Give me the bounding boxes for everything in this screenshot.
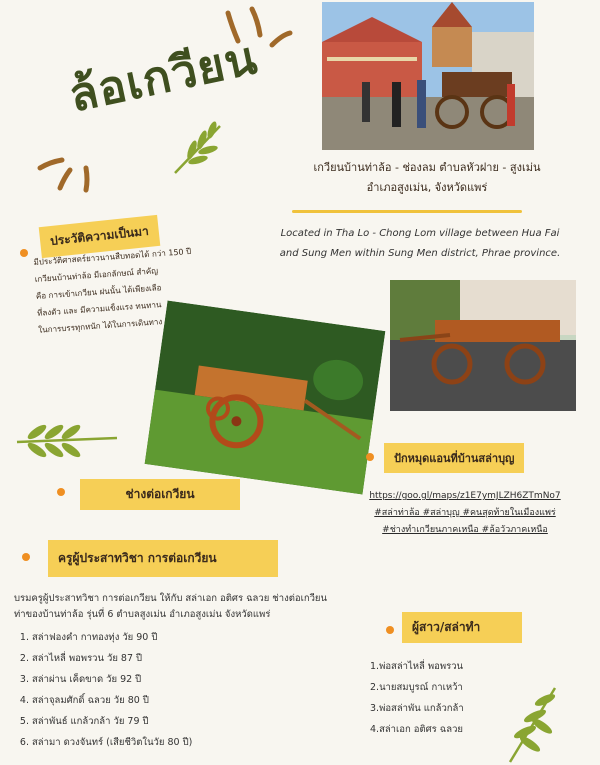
leaf-icon xyxy=(12,420,122,460)
list-item: 2.นายสมบูรณ์ กาเหว้า xyxy=(370,682,463,693)
map-links xyxy=(340,488,590,539)
hashtags-line1[interactable]: #สล่าท่าล้อ #สล่าบุญ #คนสุดท้ายในเมืองแพร่ xyxy=(374,508,556,518)
brush-strokes-left-icon xyxy=(30,140,110,200)
hashtags-line2[interactable]: #ช่างทำเกวียนภาคเหนือ #ล้อวัวภาคเหนือ xyxy=(382,525,548,535)
list-item: 4.สล่าเอก อติศร ฉลวย xyxy=(370,724,463,735)
street-cart-photo xyxy=(390,280,576,411)
history-label: ประวัติความเป็นมา xyxy=(39,215,161,258)
map-link[interactable]: https://goo.gl/maps/z1E7ymJLZH6ZTmNo7 xyxy=(369,491,561,501)
caption-en-line2: and Sung Men within Sung Men district, Phrae province. xyxy=(279,248,561,259)
list-item: 1.พ่อสล่าไหลี่ พอพรวน xyxy=(370,661,464,672)
current-craftsmen-label: ผู้สาว/สล่าทำ xyxy=(402,612,522,643)
festival-cart-photo xyxy=(322,2,534,150)
list-item: 2. สล่าไหลี่ พอพรวน วัย 87 ปี xyxy=(32,648,384,669)
location-caption-english xyxy=(250,224,590,264)
history-line: เกวียนบ้านท่าล้อ มีเอกลักษณ์ สำคัญ xyxy=(34,266,159,284)
caption-en-line1: Located in Tha Lo - Chong Lom village between Hua Fai xyxy=(280,228,560,239)
garden-cart-photo xyxy=(145,300,386,494)
location-caption-thai xyxy=(262,158,592,198)
teachers-intro-line2: ท่าของบ้านท่าล้อ รุ่นที่ 6 ตำบลสูงเม่น อำเภอสูงเม่น จังหวัดแพร่ xyxy=(14,609,271,620)
divider xyxy=(292,210,522,213)
bullet-dot xyxy=(57,488,65,496)
history-line: มีประวัติศาสตร์ยาวนานสืบทอดได้ กว่า 150 ปี xyxy=(33,246,192,267)
list-item: 4. สล่าจุลมศักดิ์ ฉลวย วัย 80 ปี xyxy=(32,690,384,711)
teachers-label: ครูผู้ประสาทวิชา การต่อเกวียน xyxy=(48,540,278,577)
leaf-icon xyxy=(500,680,570,765)
list-item: 5. สล่าพันธ์ แกล้วกล้า วัย 79 ปี xyxy=(32,711,384,732)
history-line: ที่ลงตัว และ มีความแข็งแรง ทนทาน xyxy=(36,300,162,318)
history-line: คือ การเข้าเกวียน ฝนนั้น ได้เพียงเลือ xyxy=(35,283,162,301)
list-item: 3. สล่าผ่าน เค็ดขาด วัย 92 ปี xyxy=(32,669,384,690)
bullet-dot xyxy=(22,553,30,561)
list-item: 3.พ่อสล่าพัน แกล้วกล้า xyxy=(370,703,464,714)
list-item: 1. สล่าฟองคำ กาทองทุ่ง วัย 90 ปี xyxy=(32,627,384,648)
teachers-section xyxy=(14,591,384,753)
visit-label: ปักหมุดแอนที่บ้านสล่าบุญ xyxy=(384,443,524,473)
caption-th-line2: อำเภอสูงเม่น, จังหวัดแพร่ xyxy=(366,181,488,194)
list-item: 6. สล่ามา ดวงจันทร์ (เสียชีวิตในวัย 80 ปี) xyxy=(32,732,384,753)
page-title: ล้อเกวียน xyxy=(64,29,262,123)
caption-th-line1: เกวียนบ้านท่าล้อ - ช่องลม ตำบลหัวฝาย - สูงเม่น xyxy=(313,161,541,174)
leaf-icon xyxy=(170,118,230,178)
bullet-dot xyxy=(386,626,394,634)
bullet-dot xyxy=(366,453,374,461)
bullet-dot xyxy=(20,249,28,257)
history-line: ในการบรรทุกหนัก ได้ในการเดินทาง xyxy=(38,317,163,335)
teachers-list xyxy=(14,627,384,753)
teachers-intro-line1: บรมครูผู้ประสาทวิชา การต่อเกวียน ให้กับ สล่าเอก อติศร ฉลวย ช่างต่อเกวียน xyxy=(14,593,327,604)
craftsman-label: ช่างต่อเกวียน xyxy=(80,479,240,510)
